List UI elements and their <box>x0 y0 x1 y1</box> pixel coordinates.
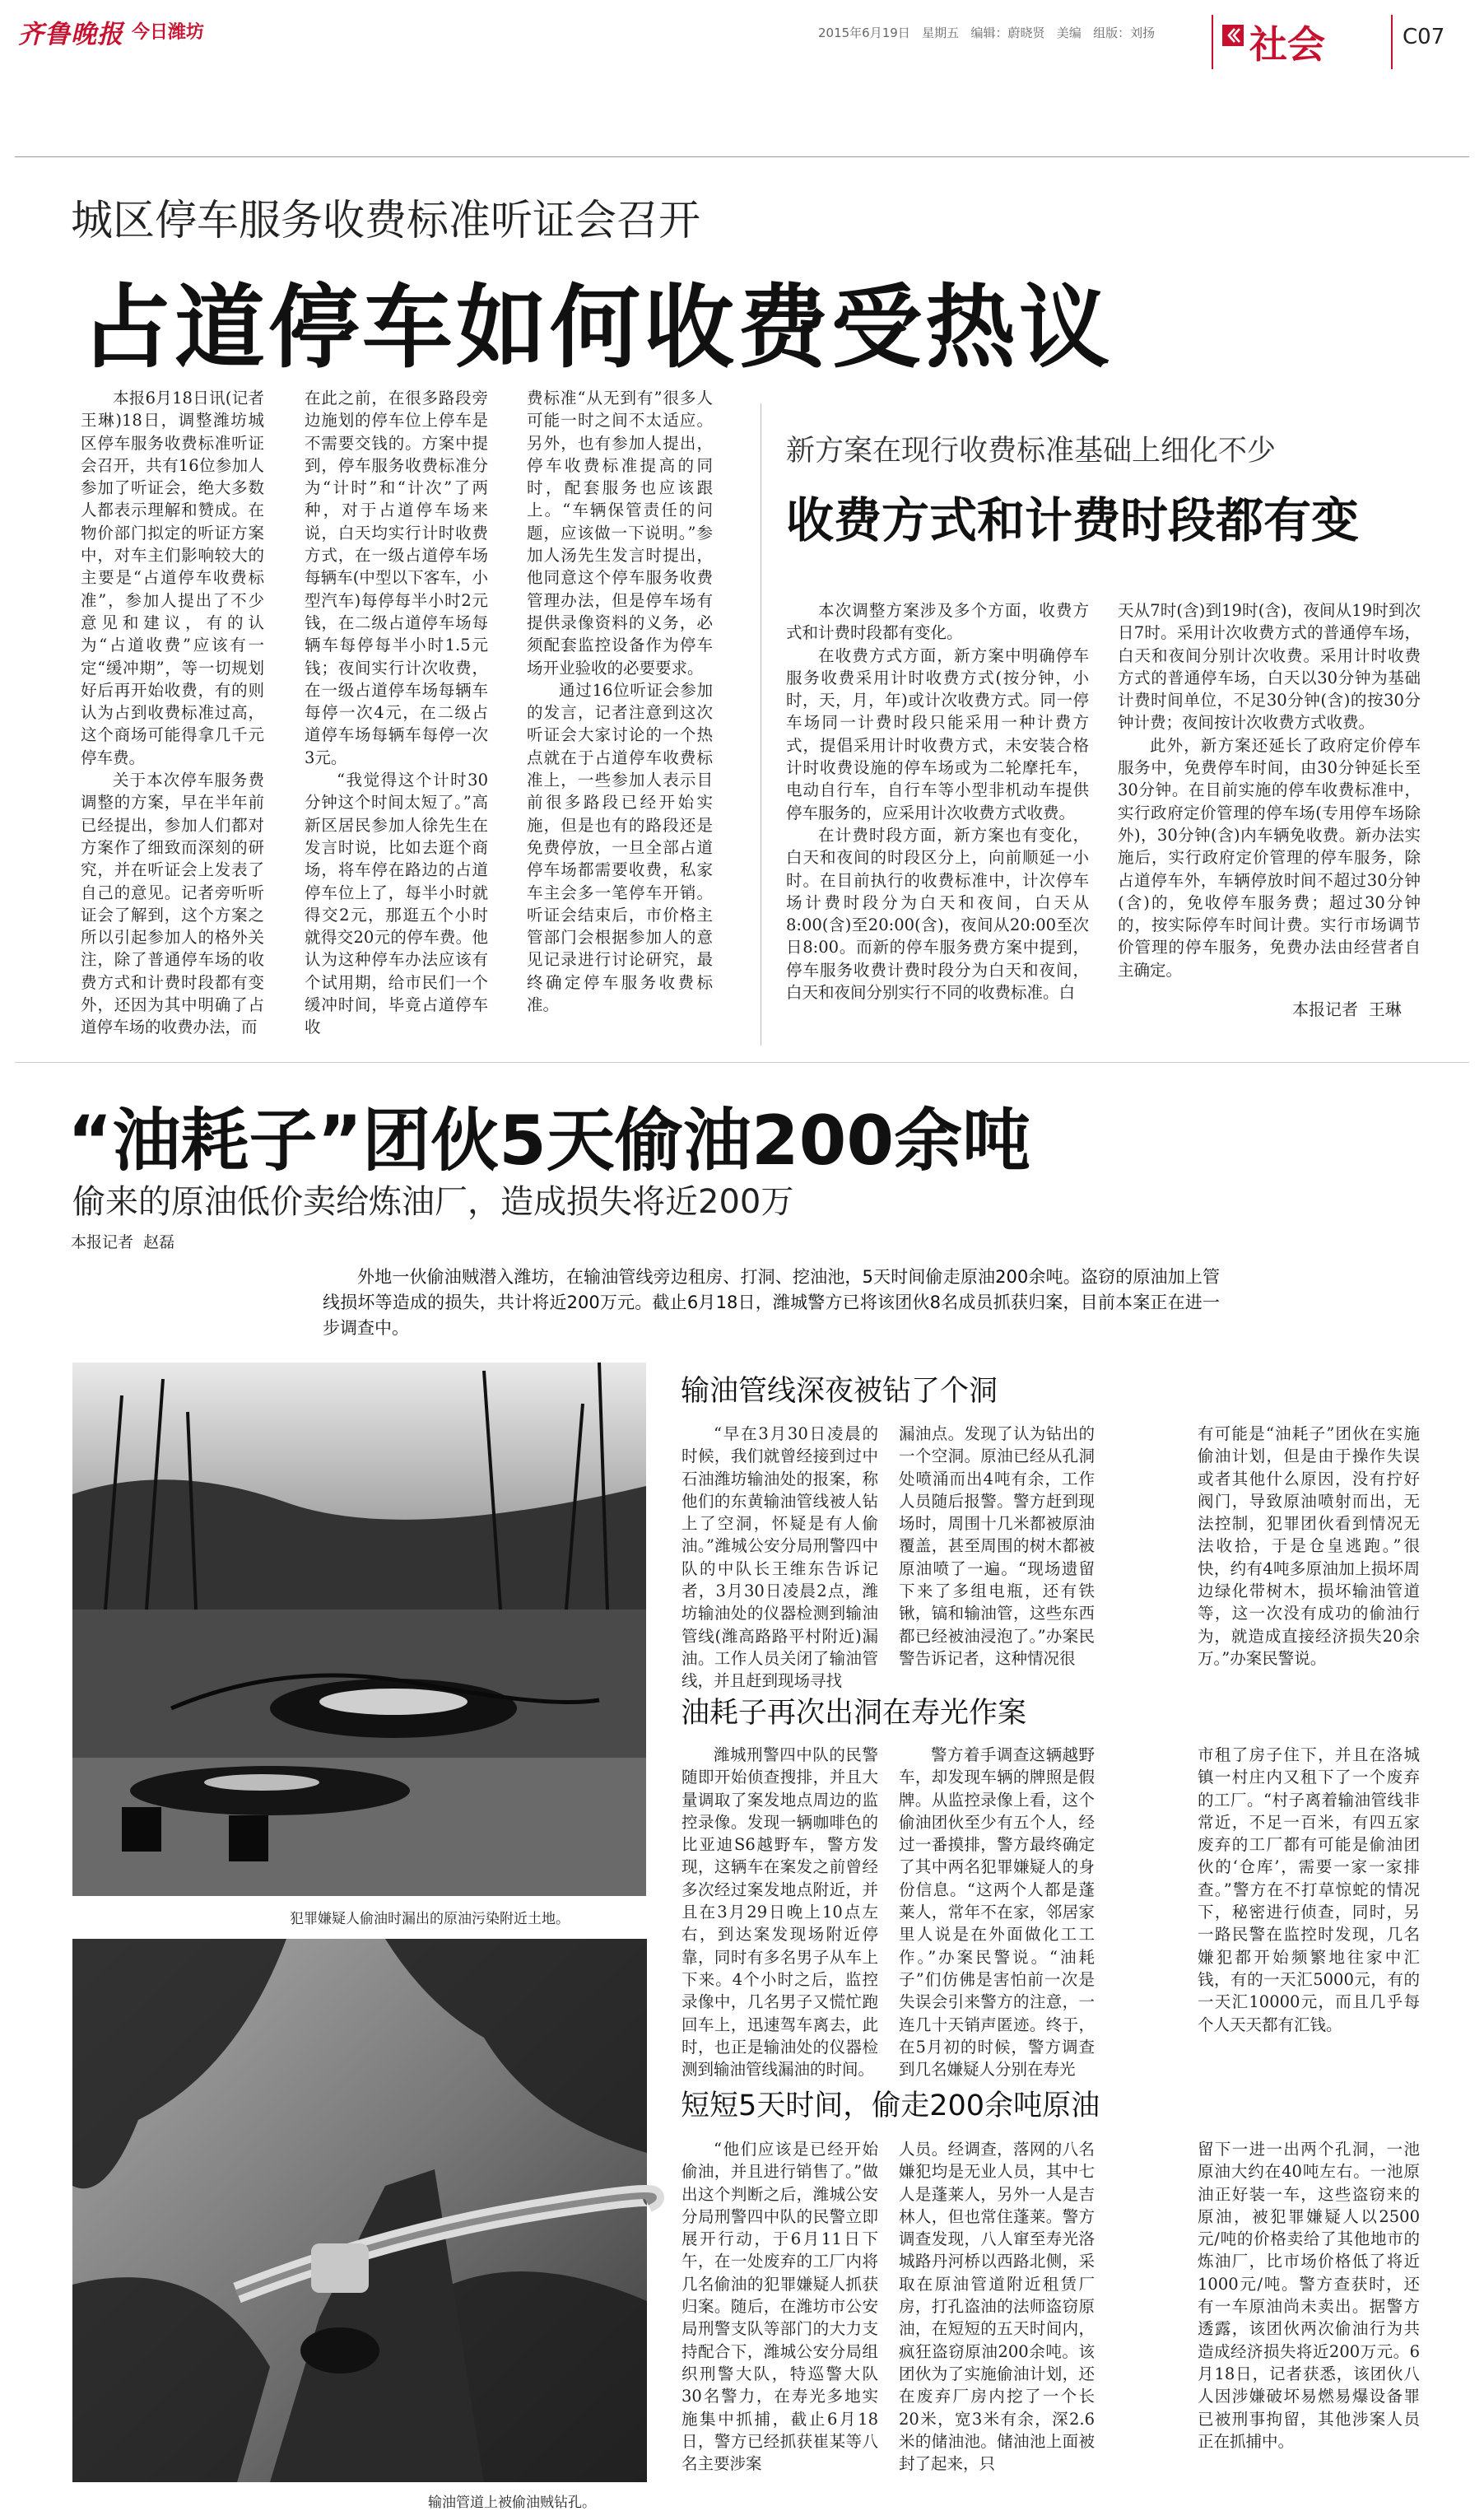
article2-headline: “油耗子”团伙5天偷油200余吨 <box>67 1101 1031 1181</box>
paragraph: 费标准“从无到有”很多人可能一时之间不太适应。另外，也有参加人提出，停车收费标准提高的同时，配套服务也应该跟上。“车辆保管责任的问题，应该做一下说明。”参加人汤先生发言时提出，他同意这个停车服务收费管理办法，但是停车场有提供录像资料的义务，必须配套监控设备作为停车场开业验收的必要要求。 <box>527 389 713 678</box>
article1-headline: 占道停车如何收费受热议 <box>81 275 1113 380</box>
editor-credit: 编辑：蔚晓贤 <box>970 26 1045 40</box>
issue-weekday: 星期五 <box>922 26 960 40</box>
paragraph: 有可能是“油耗子”团伙在实施偷油计划，但是由于操作失误或者其他什么原因，没有拧好阀门，导致原油喷射而出，无法控制，犯罪团伙看到情况无法收拾，于是仓皇逃跑。”很快，约有4吨多原油加上损坏周边绿化带树木，损坏输油管道等，这一次没有成功的偷油行为，就造成直接经济损失20余万。”办案民警说。 <box>1198 1424 1420 1668</box>
header-vrule-2 <box>1391 15 1393 69</box>
pipeline-photo <box>72 1939 647 2482</box>
paragraph: 关于本次停车服务费调整的方案，早在半年前已经提出，参加人们都对方案作了细致而深刻的研究，并在听证会上发表了自己的意见。记者旁听听证会了解到，这个方案之所以引起参加人的格外关注，除了普通停车场的收费方式和计费时段都有变外，还因为其中明确了占道停车场的收费办法，而 <box>81 771 264 1037</box>
pipeline-photo-caption: 输油管道上被偷油贼钻孔。 <box>428 2495 596 2511</box>
paragraph: 在此之前，在很多路段旁边施划的停车位上停车是不需要交钱的。方案中提到，停车服务收费标准分为“计时”和“计次”了两种，对于占道停车场来说，白天均实行计时收费方式，在一级占道停车场每辆车(中型以下客车，小型汽车)每停每半小时2元钱，在二级占道停车场每辆车每停每半小时1.5元钱；夜间实行计次收费，在一级占道停车场每辆车每停一次4元，在二级占道停车场每辆车每停一次3元。 <box>305 389 488 767</box>
section-1-col3 <box>1198 1423 1420 1670</box>
paragraph: 留下一进一出两个孔洞，一池原油大约在40吨左右。一池原油正好装一车，这些盗窃来的原油，被犯罪嫌疑人以2500元/吨的价格卖给了其他地市的炼油厂，比市场价格低了将近1000元/吨。警方查获时，还有一车原油尚未卖出。据警方透露，该团伙两次偷油行为共造成经济损失将近200万元。6月18日，记者获悉，该团伙八人因涉嫌破坏易燃易爆设备罪已被刑事拘留，其他涉案人员正在抓捕中。 <box>1198 2140 1420 2451</box>
paragraph: 本报6月18日讯(记者 王琳)18日，调整潍坊城区停车服务收费标准听证会召开，共有16位参加人参加了听证会，绝大多数人都表示理解和赞成。在物价部门拟定的听证方案中，对车主们影响较大的主要是“占道停车收费标准”，参加人提出了不少意见和建议，有的认为“占道收费”应该有一定“缓冲期”，等一切规划好后再开始收费，有的则认为占到收费标准过高，这个商场可能得拿几千元停车费。 <box>81 389 264 767</box>
section-1-col2 <box>899 1423 1095 1670</box>
oil-spill-photo <box>72 1363 646 1896</box>
article1-col1 <box>81 387 264 1047</box>
section-2-col2 <box>899 1744 1095 2080</box>
article1-col3 <box>527 387 713 1047</box>
paragraph: 本次调整方案涉及多个方面，收费方式和计费时段都有变化。 <box>786 601 1089 643</box>
paragraph: “他们应该是已经开始偷油，并且进行销售了。”做出这个判断之后，潍城公安分局刑警四中队的民警立即展开行动，于6月11日下午，在一处废弃的工厂内将几名偷油的犯罪嫌疑人抓获归案。随后，在潍坊市公安局刑警支队等部门的大力支持配合下，潍城公安分局组织刑警大队，特巡警大队30名警力，在寿光多地实施集中抓捕，截止6月18日，警方已经抓获崔某等八名主要涉案 <box>682 2140 878 2474</box>
layout-credit: 组版：刘扬 <box>1093 26 1156 40</box>
paragraph: “我觉得这个计时30分钟这个时间太短了。”高新区居民参加人徐先生在发言时说，比如去逛个商场，将车停在路边的占道停车位上了，每半小时就得交2元，那逛五个小时就得交20元的停车费。他认为这种停车办法应该有个试用期，给市民们一个缓冲时间，毕竟占道停车收 <box>305 771 488 1037</box>
paragraph: 漏油点。发现了认为钻出的一个空洞。原油已经从孔洞处喷涌而出4吨有余，工作人员随后报警。警方赶到现场时，周围十几米都被原油覆盖，甚至周围的树木都被原油喷了一遍。“现场遗留下来了多组电瓶，还有铁锹，镐和输油管，这些东西都已经被油浸泡了。”办案民警告诉记者，这种情况很 <box>899 1424 1095 1668</box>
section-2-title: 油耗子再次出洞在寿光作案 <box>681 1697 1027 1730</box>
side-col1 <box>786 599 1089 1029</box>
article2-subheadline: 偷来的原油低价卖给炼油厂，造成损失将近200万 <box>72 1183 794 1221</box>
paragraph: 在收费方式方面，新方案中明确停车服务收费采用计时收费方式(按分钟，小时，天，月，年)或计次收费方式。同一停车场同一计费时段只能采用一种计费方式，提倡采用计时收费方式，未安装合格计时收费设施的停车场或为二轮摩托车，电动自行车，自行车等小型非机动车提供停车服务的，应采用计次收费方式收费。 <box>786 645 1089 822</box>
section-3-col1 <box>682 2138 878 2499</box>
section-1-col1 <box>682 1423 878 1691</box>
article1-kicker: 城区停车服务收费标准听证会召开 <box>71 197 701 245</box>
masthead-logo: 齐鲁晚报 <box>18 20 123 49</box>
side-kicker: 新方案在现行收费标准基础上细化不少 <box>786 435 1277 468</box>
section-3-title: 短短5天时间，偷走200余吨原油 <box>681 2089 1100 2122</box>
paragraph: 人员。经调查，落网的八名嫌犯均是无业人员，其中七人是蓬莱人，另外一人是吉林人，但也常住蓬莱。警方调查发现，八人窜至寿光洛城路丹河桥以西路北侧，采取在原油管道附近租赁厂房，打孔盗油的法师盗窃原油，在短短的五天时间内，疯狂盗窃原油200余吨。该团伙为了实施偷油计划，还在废弃厂房内挖了一个长20米，宽3米有余，深2.6米的储油池。储油池上面被封了起来，只 <box>899 2140 1095 2474</box>
section-3-col2 <box>899 2138 1095 2499</box>
paragraph: 在计费时段方面，新方案也有变化，白天和夜间的时段区分上，向前顺延一小时。在目前执行的收费标准中，计次停车场计费时段分为白天和夜间，白天从8:00(含)至20:00(含)，夜间从20:00至次日8:00。而新的停车服务费方案中提到，停车服务收费计费时段分为白天和夜间，白天和夜间分别实行不同的收费标准。白 <box>786 825 1089 1003</box>
paragraph: 通过16位听证会参加的发言，记者注意到这次听证会大家讨论的一个热点就在于占道停车收费标准上，一些参加人表示目前很多路段已经开始实施，但是也有的路段还是免费停放，一旦全部占道停车场都需要收费，私家车主会多一笔停车开销。听证会结束后，市价格主管部门会根据参加人的意见记录进行讨论研究，最终确定停车服务收费标准。 <box>527 680 713 1015</box>
section-2-col1 <box>682 1744 878 2080</box>
art-editor-credit: 美编 <box>1056 26 1082 40</box>
header-rule <box>15 156 1469 157</box>
section-rule <box>15 1062 1469 1063</box>
section-name: 今日潍坊 <box>132 22 205 43</box>
paragraph: 天从7时(含)到19时(含)，夜间从19时到次日7时。采用计次收费方式的普通停车场，白天和夜间分别计次收费。采用计时收费方式的普通停车场，白天以30分钟为基础计费时间单位，不足30分钟(含)的按30分钟计费；夜间按计次收费方式收费。 <box>1118 601 1421 733</box>
paragraph: 市租了房子住下，并且在洛城镇一村庄内又租下了一个废弃的工厂。“村子离着输油管线非常近，不足一百米，有四五家废弃的工厂都有可能是偷油团伙的‘仓库’，需要一家一家排查。”警方在不打草惊蛇的情况下，秘密进行侦查，同时，另一路民警在监控时发现，几名嫌犯都开始频繁地往家中汇钱，有的一天汇5000元，有的一天汇10000元，而且几乎每个人天天都有汇钱。 <box>1198 1745 1420 2034</box>
section-2-col3 <box>1198 1744 1420 2058</box>
article1-col2 <box>305 387 488 1047</box>
column-chevron-icon <box>1222 25 1244 49</box>
paragraph: 潍城刑警四中队的民警随即开始侦查搜排，并且大量调取了案发地点周边的监控录像。发现一辆咖啡色的比亚迪S6越野车，警方发现，这辆车在案发之前曾经多次经过案发地点附近，并且在3月29日晚上10点左右，到达案发现场附近停靠，同时有多名男子从车上下来。4个小时之后，监控录像中，几名男子又慌忙跑回车上，迅速驾车离去，此时，也正是输油处的仪器检测到输油管线漏油的时间。 <box>682 1745 878 2080</box>
side-col2 <box>1118 599 1421 990</box>
side-headline: 收费方式和计费时段都有变 <box>786 492 1360 548</box>
article2-lead: 外地一伙偷油贼潜入潍坊，在输油管线旁边租房、打洞、挖油池，5天时间偷走原油200余吨。盗窃的原油加上管线损坏等造成的损失，共计将近200万元。截止6月18日，潍城警方已将该团伙8名成员抓获归案，目前本案正在进一步调查中。 <box>323 1267 1220 1338</box>
article2-byline: 本报记者 赵磊 <box>71 1233 175 1251</box>
oil-spill-photo-caption: 犯罪嫌疑人偷油时漏出的原油污染附近土地。 <box>290 1911 570 1927</box>
page-number: C07 <box>1403 25 1445 49</box>
header-vrule <box>1212 15 1213 69</box>
section-3-col3 <box>1198 2138 1420 2499</box>
paragraph: “早在3月30日凌晨的时候，我们就曾经接到过中石油潍坊输油处的报案，称他们的东黄输油管线被人钻上了空洞，怀疑是有人偷油。”潍城公安分局刑警四中队的中队长王维东告诉记者，3月30日凌晨2点，潍坊输油处的仪器检测到输油管线(潍高路路平村附近)漏油。工作人员关闭了输油管线，并且赶到现场寻找 <box>682 1424 878 1691</box>
section-1-title: 输油管线深夜被钻了个洞 <box>681 1375 998 1408</box>
column-name: 社会 <box>1249 22 1325 67</box>
issue-date: 2015年6月19日 <box>818 26 910 40</box>
paragraph: 此外，新方案还延长了政府定价停车服务中，免费停车时间，由30分钟延长至30分钟。在目前实施的停车收费标准中，实行政府定价管理的停车场(专用停车场除外)，30分钟(含)内车辆免收费。新办法实施后，实行政府定价管理的停车服务，除占道停车外，车辆停放时间不超过30分钟(含)的，免收停车服务费；超过30分钟的，按实际停车时间计费。实行市场调节价管理的停车服务，免费办法由经营者自主确定。 <box>1118 735 1421 980</box>
issue-info <box>818 24 1155 41</box>
side-byline: 本报记者 王琳 <box>1292 999 1402 1019</box>
paragraph: 警方着手调查这辆越野车，却发现车辆的牌照是假牌。从监控录像上看，这个偷油团伙至少有五个人，经过一番摸排，警方最终确定了其中两名犯罪嫌疑人的身份信息。“这两个人都是蓬莱人，常年不在家，邻居家里人说是在外面做化工工作。”办案民警说。“油耗子”们仿佛是害怕前一次是失误会引来警方的注意，一连几十天销声匿迹。终于，在5月初的时候，警方调查到几名嫌疑人分别在寿光 <box>899 1745 1095 2080</box>
